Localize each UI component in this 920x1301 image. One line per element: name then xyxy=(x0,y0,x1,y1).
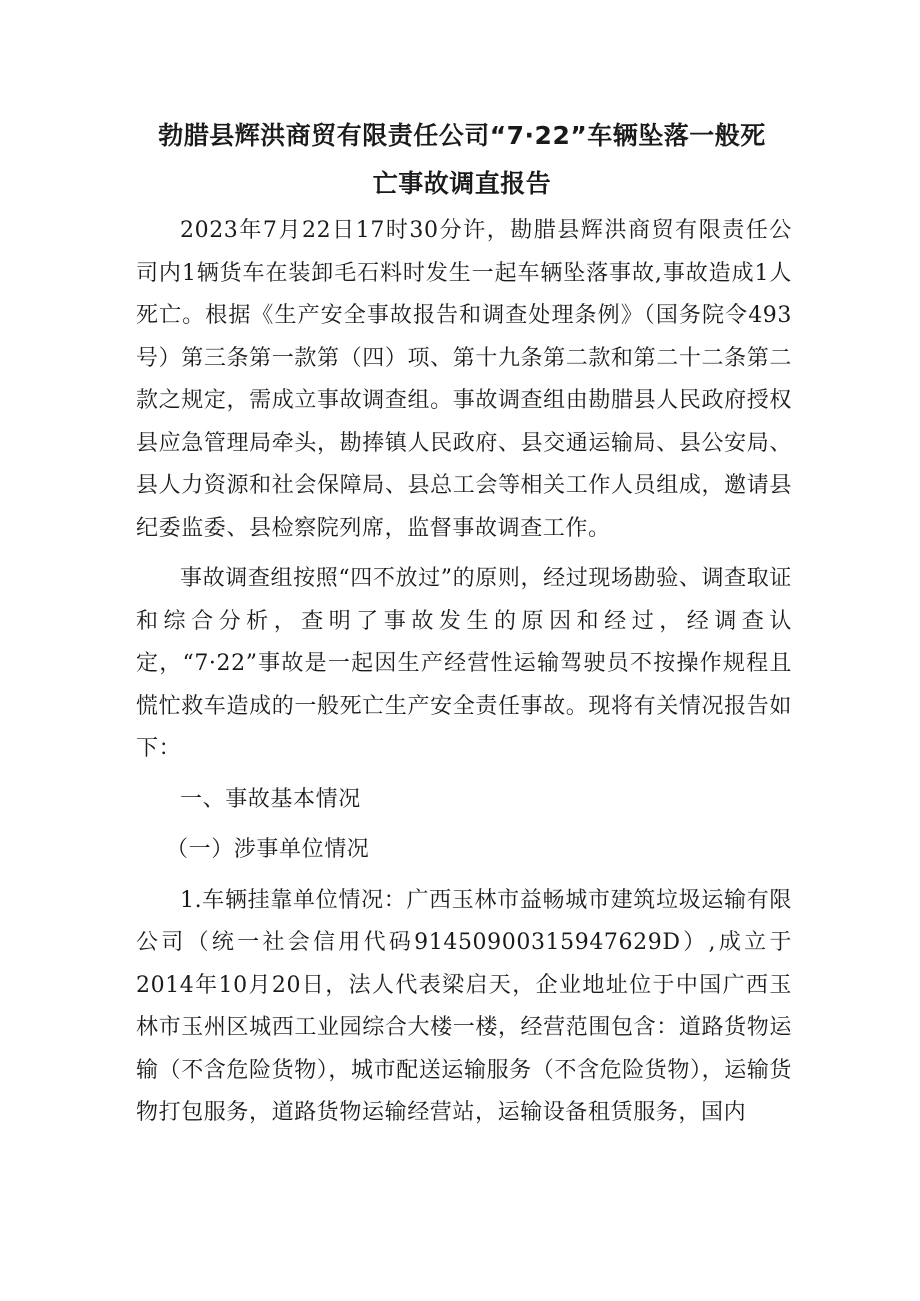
subsection-heading: （一）涉事单位情况 xyxy=(166,837,370,862)
investigation-paragraph: 事故调查组按照“四不放过”的原则，经过现场勘验、调查取证和综合分析，查明了事故发生的原因和经过，经调查认定，“7·22”事故是一起因生产经营性运输驾驶员不按操作规程且慌忙救车造成的一般死亡生产安全责任事故。现将有关情况报告如下： xyxy=(136,566,792,761)
report-title-line2: 亡事故调直报告 xyxy=(372,169,552,198)
intro-paragraph: 2023年7月22日17时30分许，勘腊县辉洪商贸有限责任公司内1辆货车在装卸毛石料时发生一起车辆坠落事故,事故造成1人死亡。根据《生产安全事故报告和调查处理条例》（国务院令493号）第三条第一款第（四）项、第十九条第二款和第二十二条第二款之规定，需成立事故调查组。事故调查组由勘腊县人民政府授权县应急管理局牵头，勘捧镇人民政府、县交通运输局、县公安局、县人力资源和社会保障局、县总工会等相关工作人员组成，邀请县纪委监委、县检察院列席，监督事故调查工作。 xyxy=(136,218,792,541)
section-heading: 一、事故基本情况 xyxy=(180,786,361,812)
report-title-line1: 勃腊县辉洪商贸有限责任公司“7·22”车辆坠落一般死 xyxy=(158,121,766,150)
vehicle-unit-paragraph: 1.车辆挂靠单位情况：广西玉林市益畅城市建筑垃圾运输有限公司（统一社会信用代码91450900315947629D）,成立于2014年10月20日，法人代表梁启天，企业地址位于中国广西玉林市玉州区城西工业园综合大楼一楼，经营范围包含：道路货物运输（不含危险货物），城市配送运输服务（不含危险货物），运输货物打包服务，道路货物运输经营站，运输设备租赁服务，国内 xyxy=(136,887,793,1125)
report-title xyxy=(132,112,792,208)
